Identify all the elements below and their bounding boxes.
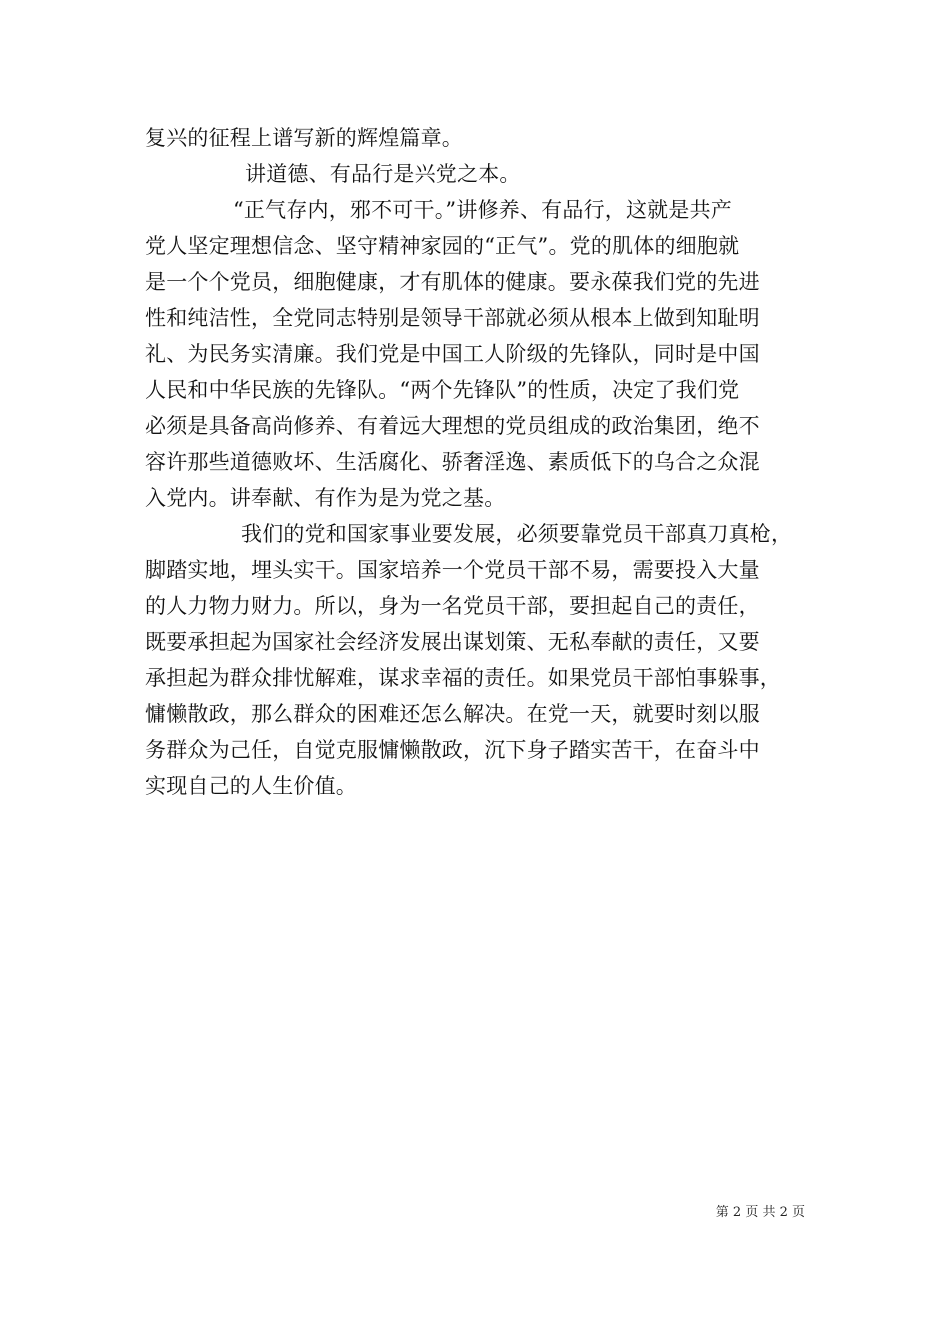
text-line: 性和纯洁性，全党同志特别是领导干部就必须从根本上做到知耻明 [145,306,760,330]
text-line: “正气存内，邪不可干。”讲修养、有品行，这就是共产 [233,198,732,222]
text-line: 脚踏实地，埋头实干。国家培养一个党员干部不易，需要投入大量 [145,558,760,582]
text-line: 既要承担起为国家社会经济发展出谋划策、无私奉献的责任，又要 [145,630,760,654]
text-line: 慵懒散政，那么群众的困难还怎么解决。在党一天，就要时刻以服 [145,702,760,726]
text-line: 实现自己的人生价值。 [145,774,357,798]
text-line: 礼、为民务实清廉。我们党是中国工人阶级的先锋队，同时是中国 [145,342,760,366]
text-line: 容许那些道德败坏、生活腐化、骄奢淫逸、素质低下的乌合之众混 [145,450,760,474]
text-line: 人民和中华民族的先锋队。“两个先锋队”的性质，决定了我们党 [145,378,740,402]
text-line: 入党内。讲奉献、有作为是为党之基。 [145,486,506,510]
section-heading: 讲道德、有品行是兴党之本。 [245,162,521,186]
text-line: 必须是具备高尚修养、有着远大理想的党员组成的政治集团，绝不 [145,414,760,438]
text-line: 承担起为群众排忧解难，谋求幸福的责任。如果党员干部怕事躲事， [145,666,781,690]
text-line: 务群众为己任，自觉克服慵懒散政，沉下身子踏实苦干，在奋斗中 [145,738,760,762]
text-line: 我们的党和国家事业要发展，必须要靠党员干部真刀真枪， [241,522,793,546]
document-body [145,120,815,804]
text-line: 党人坚定理想信念、坚守精神家园的“正气”。党的肌体的细胞就 [145,234,740,258]
text-line: 复兴的征程上谱写新的辉煌篇章。 [145,126,463,150]
text-line: 是一个个党员，细胞健康，才有肌体的健康。要永葆我们党的先进 [145,270,760,294]
text-line: 的人力物力财力。所以，身为一名党员干部，要担起自己的责任， [145,594,760,618]
page-number: 第 2 页 共 2 页 [715,1205,805,1220]
